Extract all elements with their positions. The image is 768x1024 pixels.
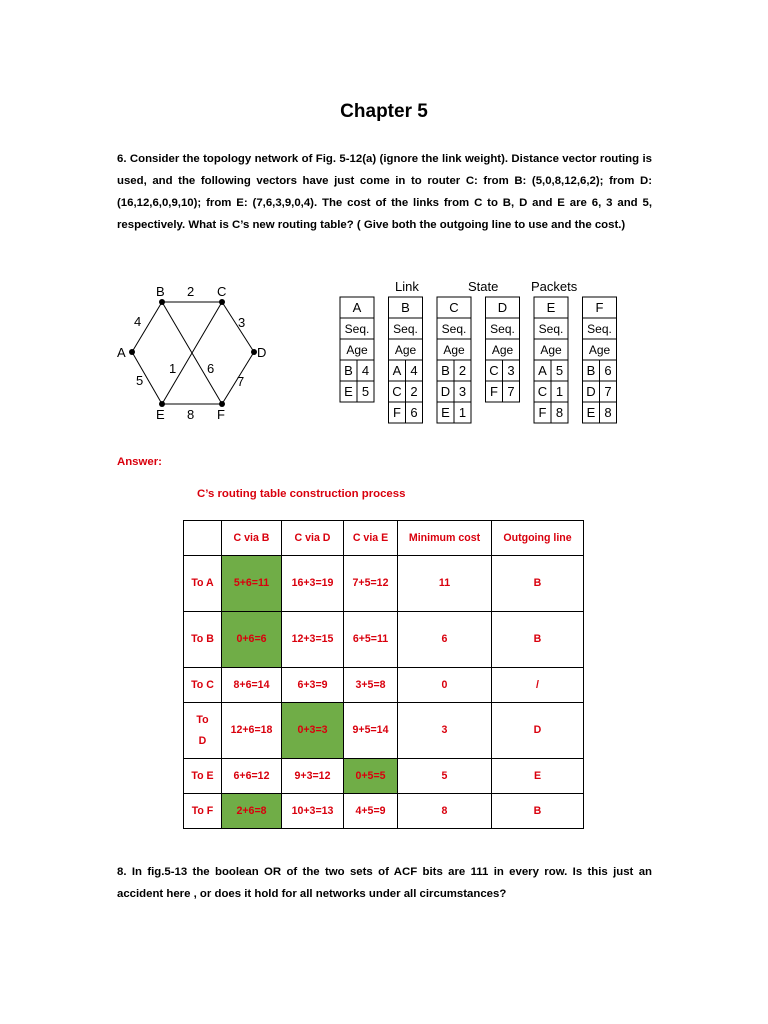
header-cell: Minimum cost <box>398 521 492 556</box>
packet-name: B <box>401 300 410 315</box>
table-row <box>184 759 584 794</box>
neighbor-name: E <box>441 405 450 420</box>
via-d-cell: 9+3=12 <box>282 759 344 794</box>
min-cost-cell: 5 <box>398 759 492 794</box>
row-label: To D <box>184 703 222 759</box>
outgoing-line-cell: / <box>492 668 584 703</box>
via-e-cell: 6+5=11 <box>344 612 398 668</box>
packet-age: Age <box>588 343 611 357</box>
packet-c <box>437 297 471 423</box>
header-link: Link <box>395 279 419 294</box>
label-d: D <box>257 345 267 360</box>
link-state-packets-figure <box>338 278 623 428</box>
topology-figure <box>112 280 272 420</box>
label-e: E <box>156 407 165 420</box>
neighbor-name: B <box>586 363 596 378</box>
via-b-cell: 6+6=12 <box>222 759 282 794</box>
weight-cd: 3 <box>238 315 246 330</box>
packet-seq: Seq. <box>441 322 467 336</box>
neighbor-name: B <box>441 363 450 378</box>
header-cell <box>184 521 222 556</box>
row-label: To B <box>184 612 222 668</box>
header-cell: C via B <box>222 521 282 556</box>
via-d-cell: 0+3=3 <box>282 703 344 759</box>
weight-bf: 6 <box>207 361 215 376</box>
table-row <box>184 794 584 829</box>
row-label: To A <box>184 556 222 612</box>
weight-bc: 2 <box>187 284 195 299</box>
neighbor-cost: 3 <box>507 363 515 378</box>
neighbor-cost: 8 <box>555 405 564 420</box>
outgoing-line-cell: B <box>492 556 584 612</box>
header-packets: Packets <box>531 279 578 294</box>
packet-seq: Seq. <box>538 322 564 336</box>
packet-age: Age <box>443 343 465 357</box>
routing-table <box>183 520 584 829</box>
weight-ce: 1 <box>169 361 177 376</box>
neighbor-cost: 6 <box>604 363 612 378</box>
question-8: 8. In fig.5-13 the boolean OR of the two sets of ACF bits are 111 in every row. Is this just an accident here , or does it hold for all networks under all circumstances? <box>117 866 652 900</box>
outgoing-line-cell: E <box>492 759 584 794</box>
table-row <box>184 556 584 612</box>
neighbor-cost: 8 <box>604 405 612 420</box>
neighbor-cost: 5 <box>361 384 370 399</box>
packet-a <box>340 297 374 402</box>
via-e-cell: 9+5=14 <box>344 703 398 759</box>
answer-label: Answer: <box>117 456 162 468</box>
neighbor-name: F <box>490 384 498 399</box>
neighbor-cost: 1 <box>458 405 467 420</box>
neighbor-cost: 3 <box>458 384 467 399</box>
row-label: To C <box>184 668 222 703</box>
weight-ef: 8 <box>187 407 195 420</box>
node-c <box>219 299 225 305</box>
via-b-cell: 12+6=18 <box>222 703 282 759</box>
packet-b <box>389 297 423 423</box>
link-state-packets <box>338 278 623 428</box>
neighbor-name: F <box>538 405 547 420</box>
packet-age: Age <box>491 343 514 357</box>
packet-name: C <box>449 300 459 315</box>
min-cost-cell: 6 <box>398 612 492 668</box>
packet-name: F <box>595 300 604 315</box>
via-b-cell: 2+6=8 <box>222 794 282 829</box>
via-b-cell: 8+6=14 <box>222 668 282 703</box>
via-e-cell: 7+5=12 <box>344 556 398 612</box>
weight-ab: 4 <box>134 314 142 329</box>
neighbor-cost: 4 <box>410 363 418 378</box>
neighbor-name: D <box>586 384 596 399</box>
packet-seq: Seq. <box>393 322 418 336</box>
packet-f <box>583 297 617 423</box>
packet-e <box>534 297 568 423</box>
neighbor-name: B <box>344 363 353 378</box>
neighbor-name: A <box>392 363 402 378</box>
topology-graph <box>112 280 272 420</box>
label-a: A <box>117 345 126 360</box>
table-row <box>184 668 584 703</box>
neighbor-name: C <box>392 384 402 399</box>
neighbor-name: A <box>538 363 547 378</box>
via-b-cell: 5+6=11 <box>222 556 282 612</box>
neighbor-cost: 4 <box>361 363 370 378</box>
table-row <box>184 703 584 759</box>
neighbor-name: C <box>537 384 548 399</box>
table-row <box>184 612 584 668</box>
packet-name: D <box>497 300 508 315</box>
neighbor-cost: 1 <box>555 384 564 399</box>
table-title: C’s routing table construction process <box>197 488 406 500</box>
neighbor-name: F <box>393 405 401 420</box>
node-a <box>129 349 135 355</box>
min-cost-cell: 8 <box>398 794 492 829</box>
question-6: 6. Consider the topology network of Fig. 5-12(a) (ignore the link weight). Distance vector routing is used, and the following vectors have just come in to router C: from B: (5,0,8,12,6,2); from D: (16,12,6,0,9,10); from E: (7,6,3,9,0,4). The cost of the links from C to B, D and E are 6, 3 and 5, respectively. What is C’s new routing table? ( Give both the outgoing line to use and the cost.) <box>117 153 652 231</box>
via-e-cell: 3+5=8 <box>344 668 398 703</box>
neighbor-name: E <box>344 384 353 399</box>
neighbor-cost: 2 <box>410 384 418 399</box>
packet-age: Age <box>394 343 417 357</box>
neighbor-cost: 5 <box>555 363 564 378</box>
label-f: F <box>217 407 225 420</box>
packet-d <box>486 297 520 402</box>
header-cell: C via E <box>344 521 398 556</box>
via-e-cell: 0+5=5 <box>344 759 398 794</box>
via-d-cell: 10+3=13 <box>282 794 344 829</box>
header-state: State <box>468 279 499 294</box>
header-cell: C via D <box>282 521 344 556</box>
via-b-cell: 0+6=6 <box>222 612 282 668</box>
packet-age: Age <box>540 343 562 357</box>
via-d-cell: 6+3=9 <box>282 668 344 703</box>
node-b <box>159 299 165 305</box>
via-d-cell: 12+3=15 <box>282 612 344 668</box>
packet-seq: Seq. <box>344 322 370 336</box>
weight-ae: 5 <box>136 373 144 388</box>
neighbor-name: C <box>489 363 499 378</box>
outgoing-line-cell: B <box>492 612 584 668</box>
packet-seq: Seq. <box>490 322 515 336</box>
neighbor-cost: 7 <box>604 384 612 399</box>
neighbor-cost: 2 <box>458 363 467 378</box>
row-label: To E <box>184 759 222 794</box>
table-header-row <box>184 521 584 556</box>
packet-seq: Seq. <box>587 322 612 336</box>
outgoing-line-cell: D <box>492 703 584 759</box>
neighbor-name: D <box>440 384 451 399</box>
neighbor-cost: 6 <box>410 405 418 420</box>
packet-name: E <box>546 300 556 315</box>
row-label: To F <box>184 794 222 829</box>
via-d-cell: 16+3=19 <box>282 556 344 612</box>
min-cost-cell: 11 <box>398 556 492 612</box>
weight-df: 7 <box>237 374 245 389</box>
min-cost-cell: 0 <box>398 668 492 703</box>
chapter-title: Chapter 5 <box>340 101 428 122</box>
min-cost-cell: 3 <box>398 703 492 759</box>
label-c: C <box>217 284 227 299</box>
neighbor-cost: 7 <box>507 384 515 399</box>
packet-age: Age <box>346 343 368 357</box>
header-cell: Outgoing line <box>492 521 584 556</box>
packet-name: A <box>352 300 362 315</box>
label-b: B <box>156 284 165 299</box>
neighbor-name: E <box>586 405 596 420</box>
via-e-cell: 4+5=9 <box>344 794 398 829</box>
outgoing-line-cell: B <box>492 794 584 829</box>
